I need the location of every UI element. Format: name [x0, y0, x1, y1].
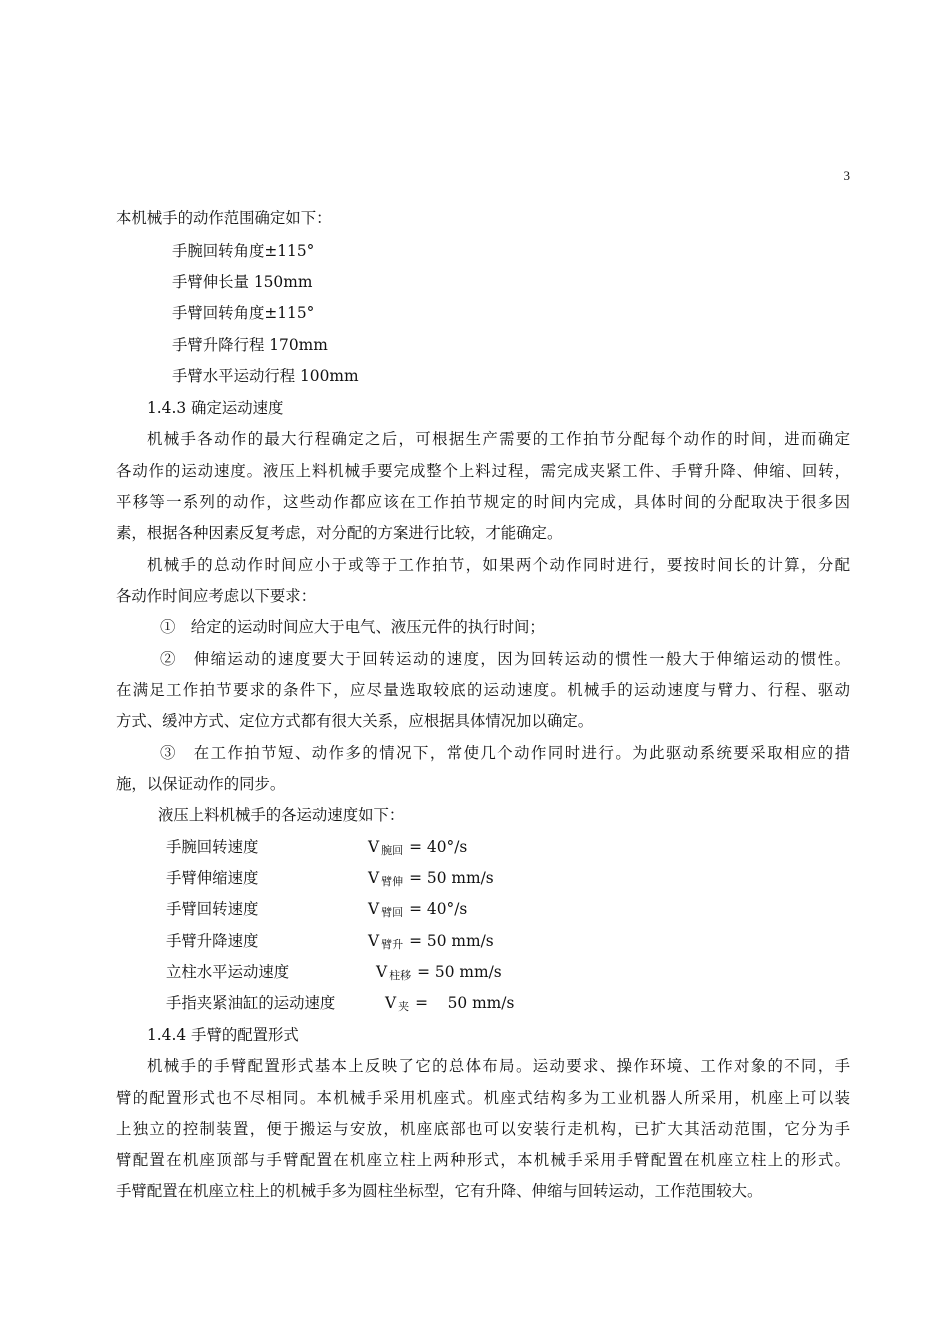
- paragraph-line: 手臂配置在机座立柱上的机械手多为圆柱坐标型，它有升降、伸缩与回转运动，工作范围较大。: [116, 1182, 763, 1200]
- paragraph-line: 臂配置在机座顶部与手臂配置在机座立柱上两种形式，本机械手采用手臂配置在机座立柱上的形式。: [116, 1151, 850, 1169]
- paragraph-line: 臂的配置形式也不尽相同。本机械手采用机座式。机座式结构多为工业机器人所采用，机座上可以装: [116, 1089, 850, 1107]
- paragraph-line: 方式、缓冲方式、定位方式都有很大关系，应根据具体情况加以确定。: [116, 712, 594, 730]
- section-heading: 1.4.3 确定运动速度: [147, 399, 284, 417]
- requirement-1: ① 给定的运动时间应大于电气、液压元件的执行时间；: [160, 618, 545, 636]
- speed-name: 手臂伸缩速度: [166, 869, 259, 887]
- speed-value: V $_{柱移}$ = 50 mm/s: [376, 963, 502, 982]
- range-item: 手臂回转角度±115°: [172, 304, 315, 322]
- speed-name: 立柱水平运动速度: [166, 963, 290, 981]
- paragraph-line: 各动作时间应考虑以下要求：: [116, 587, 317, 605]
- page-number: 3: [843, 168, 850, 183]
- speed-value: V $_{臂回}$ = 40°/s: [368, 900, 468, 919]
- speed-name: 手指夹紧油缸的运动速度: [166, 994, 336, 1012]
- paragraph-line: 各动作的运动速度。液压上料机械手要完成整个上料过程，需完成夹紧工件、手臂升降、伸缩、回转，: [116, 462, 850, 480]
- paragraph-line: 机械手的手臂配置形式基本上反映了它的总体布局。运动要求、操作环境、工作对象的不同，手: [147, 1057, 850, 1075]
- speed-name: 手臂升降速度: [166, 932, 259, 950]
- speed-value: V $_{臂升}$ = 50 mm/s: [368, 932, 494, 951]
- paragraph-line: 平移等一系列的动作，这些动作都应该在工作拍节规定的时间内完成，具体时间的分配取决于很多因: [116, 493, 850, 511]
- section-heading: 1.4.4 手臂的配置形式: [147, 1026, 299, 1044]
- paragraph-line: 施，以保证动作的同步。: [116, 775, 286, 793]
- speed-value: V $_{臂伸}$ = 50 mm/s: [368, 869, 494, 888]
- paragraph-line: 在满足工作拍节要求的条件下，应尽量选取较底的运动速度。机械手的运动速度与臂力、行程、驱动: [116, 681, 850, 699]
- speed-value: V $_夹$ = 50 mm/s: [385, 994, 515, 1013]
- range-item: 手臂水平运动行程 100mm: [172, 367, 359, 385]
- paragraph-line: 上独立的控制装置，便于搬运与安放，机座底部也可以安装行走机构，已扩大其活动范围，它分为手: [116, 1120, 850, 1138]
- speed-intro: 液压上料机械手的各运动速度如下：: [158, 806, 405, 824]
- paragraph-line: 素，根据各种因素反复考虑，对分配的方案进行比较，才能确定。: [116, 524, 563, 542]
- paragraph-line: 机械手各动作的最大行程确定之后，可根据生产需要的工作拍节分配每个动作的时间，进而确定: [147, 430, 850, 448]
- requirement-2: ② 伸缩运动的速度要大于回转运动的速度，因为回转运动的惯性一般大于伸缩运动的惯性。: [160, 650, 850, 668]
- paragraph-line: 机械手的总动作时间应小于或等于工作拍节，如果两个动作同时进行，要按时间长的计算，分配: [147, 556, 850, 574]
- range-intro: 本机械手的动作范围确定如下：: [116, 209, 332, 227]
- range-item: 手腕回转角度±115°: [172, 242, 315, 260]
- range-item: 手臂升降行程 170mm: [172, 336, 328, 354]
- range-item: 手臂伸长量 150mm: [172, 273, 313, 291]
- requirement-3: ③ 在工作拍节短、动作多的情况下，常使几个动作同时进行。为此驱动系统要采取相应的措: [160, 744, 850, 762]
- speed-name: 手臂回转速度: [166, 900, 259, 918]
- speed-value: V $_{腕回}$ = 40°/s: [368, 838, 468, 857]
- speed-name: 手腕回转速度: [166, 838, 259, 856]
